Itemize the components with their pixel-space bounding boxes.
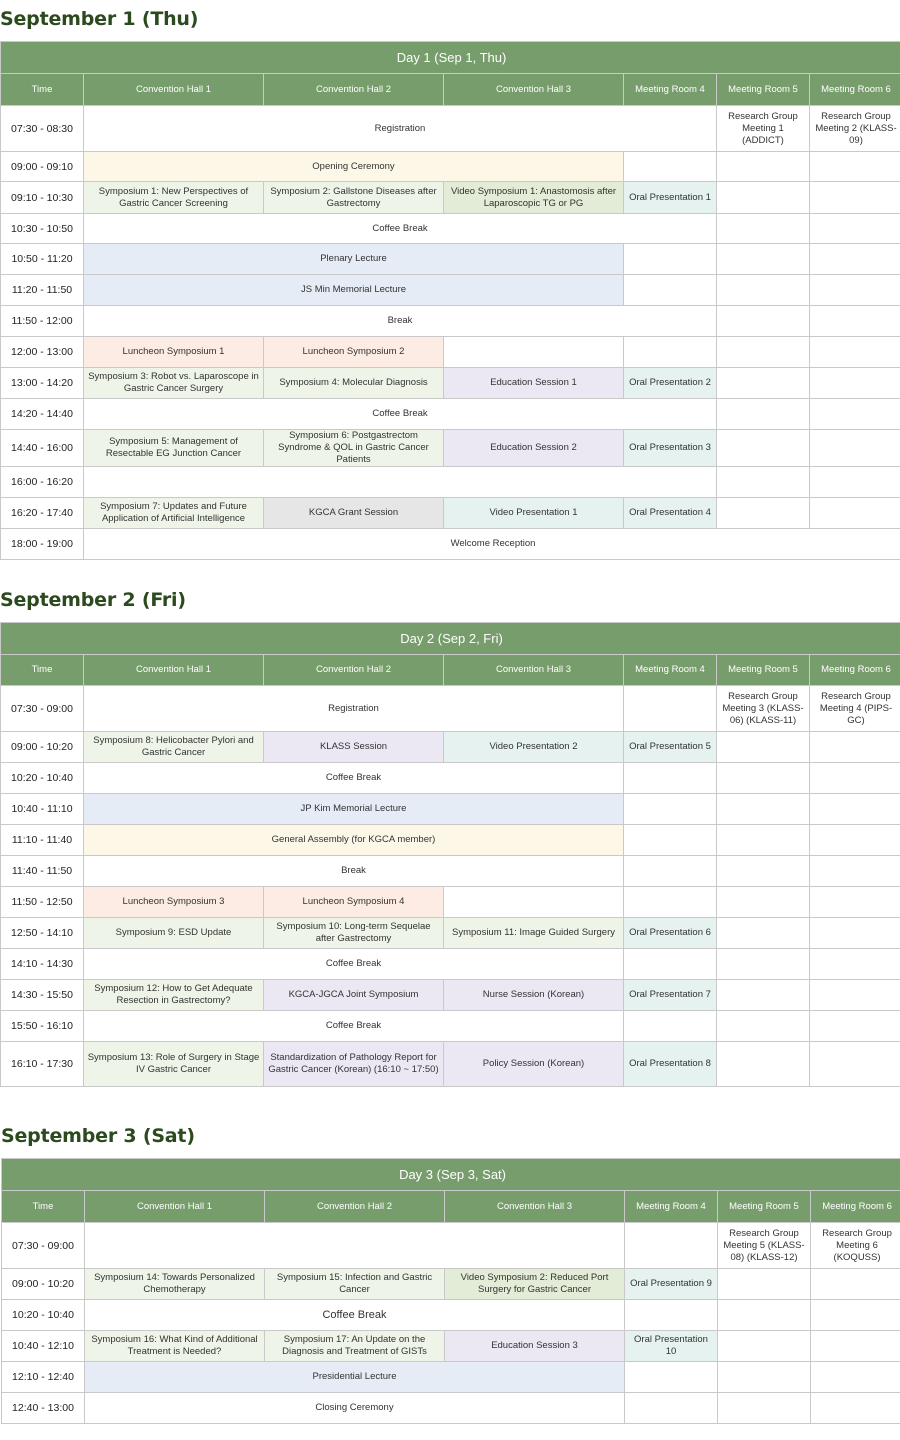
empty-cell <box>717 152 810 182</box>
empty-cell <box>717 467 810 498</box>
session-cell: Plenary Lecture <box>84 244 624 275</box>
table-row <box>1 686 900 732</box>
session-cell: Symposium 14: Towards Personalized Chemotherapy <box>85 1269 265 1300</box>
session-cell: Luncheon Symposium 4 <box>264 887 444 918</box>
time-slot: 10:50 - 11:20 <box>1 244 84 275</box>
session-cell: Standardization of Pathology Report for Gastric Cancer (Korean) (16:10 ~ 17:50) <box>264 1042 444 1087</box>
session-cell: Break <box>84 856 624 887</box>
session-cell: Education Session 3 <box>445 1331 625 1362</box>
empty-cell <box>717 498 810 529</box>
session-cell: Coffee Break <box>84 949 624 980</box>
table-title: Day 3 (Sep 3, Sat) <box>2 1159 900 1191</box>
empty-cell <box>810 825 900 856</box>
table-row <box>1 980 900 1011</box>
session-cell: Oral Presentation 3 <box>624 430 717 467</box>
empty-cell <box>717 918 810 949</box>
session-cell: Symposium 2: Gallstone Diseases after Gastrectomy <box>264 182 444 214</box>
table-row <box>2 1269 900 1300</box>
empty-cell <box>624 686 717 732</box>
empty-cell <box>717 825 810 856</box>
column-header-time: Time <box>1 74 84 106</box>
session-cell: Symposium 13: Role of Surgery in Stage IV Gastric Cancer <box>84 1042 264 1087</box>
empty-cell <box>625 1393 718 1424</box>
empty-cell <box>718 1300 811 1331</box>
empty-cell <box>810 214 900 244</box>
session-cell: Luncheon Symposium 1 <box>84 337 264 368</box>
empty-cell <box>717 980 810 1011</box>
column-header-convention-hall-2: Convention Hall 2 <box>264 74 444 106</box>
column-header-meeting-room-5: Meeting Room 5 <box>717 655 810 686</box>
empty-cell <box>811 1331 900 1362</box>
day-title: September 1 (Thu) <box>0 8 199 30</box>
empty-cell <box>625 1300 718 1331</box>
column-header-meeting-room-6: Meeting Room 6 <box>811 1191 900 1223</box>
schedule-table <box>1 1158 900 1424</box>
session-cell: Symposium 8: Helicobacter Pylori and Gastric Cancer <box>84 732 264 763</box>
session-cell: JP Kim Memorial Lecture <box>84 794 624 825</box>
session-cell: Symposium 16: What Kind of Additional Treatment is Needed? <box>85 1331 265 1362</box>
table-title: Day 1 (Sep 1, Thu) <box>1 42 900 74</box>
empty-cell <box>444 887 624 918</box>
table-row <box>1 214 900 244</box>
empty-cell <box>444 337 624 368</box>
empty-cell <box>624 856 717 887</box>
empty-cell <box>810 399 900 430</box>
table-row <box>1 467 900 498</box>
session-cell: Oral Presentation 8 <box>624 1042 717 1087</box>
session-cell: Luncheon Symposium 3 <box>84 887 264 918</box>
session-cell: Video Symposium 1: Anastomosis after Laparoscopic TG or PG <box>444 182 624 214</box>
empty-cell <box>717 368 810 399</box>
table-row <box>1 732 900 763</box>
session-cell: Nurse Session (Korean) <box>444 980 624 1011</box>
session-cell: Video Symposium 2: Reduced Port Surgery for Gastric Cancer <box>445 1269 625 1300</box>
time-slot: 07:30 - 09:00 <box>2 1223 85 1269</box>
empty-cell <box>717 430 810 467</box>
empty-cell <box>717 794 810 825</box>
time-slot: 09:00 - 10:20 <box>1 732 84 763</box>
time-slot: 11:40 - 11:50 <box>1 856 84 887</box>
time-slot: 11:50 - 12:50 <box>1 887 84 918</box>
column-header-convention-hall-1: Convention Hall 1 <box>84 74 264 106</box>
time-slot: 16:20 - 17:40 <box>1 498 84 529</box>
day-title: September 2 (Fri) <box>0 589 186 611</box>
empty-cell <box>717 337 810 368</box>
session-cell: Research Group Meeting 2 (KLASS-09) <box>810 106 900 152</box>
empty-cell <box>624 763 717 794</box>
table-row <box>1 182 900 214</box>
time-slot: 10:40 - 11:10 <box>1 794 84 825</box>
session-cell: Education Session 2 <box>444 430 624 467</box>
empty-cell <box>718 1362 811 1393</box>
session-cell: KLASS Session <box>264 732 444 763</box>
empty-cell <box>624 949 717 980</box>
session-cell: Research Group Meeting 1 (ADDICT) <box>717 106 810 152</box>
empty-cell <box>624 244 717 275</box>
session-cell: Coffee Break <box>84 399 717 430</box>
time-slot: 16:10 - 17:30 <box>1 1042 84 1087</box>
table-row <box>1 918 900 949</box>
empty-cell <box>624 794 717 825</box>
empty-cell <box>717 763 810 794</box>
session-cell: Luncheon Symposium 2 <box>264 337 444 368</box>
session-cell: Coffee Break <box>84 1011 624 1042</box>
time-slot: 14:10 - 14:30 <box>1 949 84 980</box>
session-cell: Oral Presentation 4 <box>624 498 717 529</box>
empty-cell <box>810 152 900 182</box>
table-row <box>2 1393 900 1424</box>
time-slot: 16:00 - 16:20 <box>1 467 84 498</box>
session-cell: Symposium 12: How to Get Adequate Resection in Gastrectomy? <box>84 980 264 1011</box>
empty-cell <box>810 337 900 368</box>
column-header-meeting-room-4: Meeting Room 4 <box>624 74 717 106</box>
table-row <box>1 825 900 856</box>
empty-cell <box>810 918 900 949</box>
session-cell: Oral Presentation 1 <box>624 182 717 214</box>
table-row <box>1 337 900 368</box>
empty-cell <box>624 1011 717 1042</box>
empty-cell <box>624 152 717 182</box>
table-row <box>1 949 900 980</box>
empty-cell <box>84 467 717 498</box>
session-cell: Oral Presentation 9 <box>625 1269 718 1300</box>
schedule-table <box>0 41 900 560</box>
table-row <box>1 306 900 337</box>
session-cell: Oral Presentation 7 <box>624 980 717 1011</box>
time-slot: 15:50 - 16:10 <box>1 1011 84 1042</box>
schedule-table <box>0 622 900 1087</box>
table-row <box>1 498 900 529</box>
session-cell: Registration <box>84 686 624 732</box>
empty-cell <box>717 1011 810 1042</box>
empty-cell <box>810 244 900 275</box>
empty-cell <box>811 1300 900 1331</box>
time-slot: 14:40 - 16:00 <box>1 430 84 467</box>
session-cell: Research Group Meeting 5 (KLASS-08) (KLASS-12) <box>718 1223 811 1269</box>
column-header-convention-hall-3: Convention Hall 3 <box>444 74 624 106</box>
time-slot: 14:20 - 14:40 <box>1 399 84 430</box>
empty-cell <box>717 399 810 430</box>
session-cell: Video Presentation 1 <box>444 498 624 529</box>
time-slot: 11:10 - 11:40 <box>1 825 84 856</box>
empty-cell <box>624 275 717 306</box>
session-cell: Break <box>84 306 717 337</box>
time-slot: 12:50 - 14:10 <box>1 918 84 949</box>
column-header-meeting-room-6: Meeting Room 6 <box>810 74 900 106</box>
empty-cell <box>624 825 717 856</box>
column-header-convention-hall-2: Convention Hall 2 <box>264 655 444 686</box>
table-row <box>1 368 900 399</box>
time-slot: 12:00 - 13:00 <box>1 337 84 368</box>
session-cell: Research Group Meeting 6 (KOQUSS) <box>811 1223 900 1269</box>
time-slot: 12:10 - 12:40 <box>2 1362 85 1393</box>
table-row <box>1 794 900 825</box>
session-cell: Symposium 9: ESD Update <box>84 918 264 949</box>
empty-cell <box>810 430 900 467</box>
empty-cell <box>717 1042 810 1087</box>
session-cell: Symposium 6: Postgastrectom Syndrome & QOL in Gastric Cancer Patients <box>264 430 444 467</box>
session-cell: Policy Session (Korean) <box>444 1042 624 1087</box>
column-header-time: Time <box>1 655 84 686</box>
empty-cell <box>810 1042 900 1087</box>
empty-cell <box>810 1011 900 1042</box>
time-slot: 12:40 - 13:00 <box>2 1393 85 1424</box>
column-header-convention-hall-2: Convention Hall 2 <box>265 1191 445 1223</box>
session-cell: JS Min Memorial Lecture <box>84 275 624 306</box>
time-slot: 07:30 - 08:30 <box>1 106 84 152</box>
session-cell: Oral Presentation 6 <box>624 918 717 949</box>
empty-cell <box>625 1223 718 1269</box>
time-slot: 10:30 - 10:50 <box>1 214 84 244</box>
empty-cell <box>810 763 900 794</box>
time-slot: 10:20 - 10:40 <box>1 763 84 794</box>
session-cell: Coffee Break <box>84 763 624 794</box>
table-row <box>1 1042 900 1087</box>
session-cell: Symposium 10: Long-term Sequelae after Gastrectomy <box>264 918 444 949</box>
session-cell: Research Group Meeting 4 (PIPS-GC) <box>810 686 900 732</box>
table-row <box>1 1011 900 1042</box>
session-cell: Coffee Break <box>85 1300 625 1331</box>
session-cell: Oral Presentation 5 <box>624 732 717 763</box>
column-header-meeting-room-4: Meeting Room 4 <box>625 1191 718 1223</box>
empty-cell <box>810 498 900 529</box>
time-slot: 10:40 - 12:10 <box>2 1331 85 1362</box>
table-row <box>2 1331 900 1362</box>
time-slot: 18:00 - 19:00 <box>1 529 84 560</box>
session-cell: Symposium 17: An Update on the Diagnosis and Treatment of GISTs <box>265 1331 445 1362</box>
column-header-convention-hall-1: Convention Hall 1 <box>84 655 264 686</box>
session-cell: Presidential Lecture <box>85 1362 625 1393</box>
session-cell: Oral Presentation 2 <box>624 368 717 399</box>
day-title: September 3 (Sat) <box>1 1125 195 1147</box>
table-row <box>1 244 900 275</box>
session-cell: Opening Ceremony <box>84 152 624 182</box>
empty-cell <box>625 1362 718 1393</box>
table-row <box>1 529 900 560</box>
empty-cell <box>624 337 717 368</box>
time-slot: 14:30 - 15:50 <box>1 980 84 1011</box>
empty-cell <box>810 182 900 214</box>
time-slot: 09:10 - 10:30 <box>1 182 84 214</box>
session-cell: Symposium 15: Infection and Gastric Cancer <box>265 1269 445 1300</box>
table-row <box>1 152 900 182</box>
table-title: Day 2 (Sep 2, Fri) <box>1 623 900 655</box>
session-cell: Closing Ceremony <box>85 1393 625 1424</box>
table-row <box>1 856 900 887</box>
column-header-convention-hall-3: Convention Hall 3 <box>444 655 624 686</box>
table-row <box>1 106 900 152</box>
time-slot: 09:00 - 09:10 <box>1 152 84 182</box>
empty-cell <box>810 275 900 306</box>
column-header-convention-hall-3: Convention Hall 3 <box>445 1191 625 1223</box>
session-cell: Education Session 1 <box>444 368 624 399</box>
empty-cell <box>717 887 810 918</box>
time-slot: 07:30 - 09:00 <box>1 686 84 732</box>
empty-cell <box>717 732 810 763</box>
empty-cell <box>718 1393 811 1424</box>
empty-cell <box>717 182 810 214</box>
empty-cell <box>810 980 900 1011</box>
empty-cell <box>811 1269 900 1300</box>
time-slot: 11:50 - 12:00 <box>1 306 84 337</box>
empty-cell <box>624 887 717 918</box>
empty-cell <box>811 1393 900 1424</box>
session-cell: General Assembly (for KGCA member) <box>84 825 624 856</box>
session-cell: Research Group Meeting 3 (KLASS-06) (KLASS-11) <box>717 686 810 732</box>
session-cell: Symposium 11: Image Guided Surgery <box>444 918 624 949</box>
session-cell: KGCA Grant Session <box>264 498 444 529</box>
empty-cell <box>810 794 900 825</box>
session-cell: Symposium 1: New Perspectives of Gastric Cancer Screening <box>84 182 264 214</box>
session-cell: Registration <box>84 106 717 152</box>
empty-cell <box>717 214 810 244</box>
empty-cell <box>717 949 810 980</box>
empty-cell <box>717 306 810 337</box>
table-row <box>2 1223 900 1269</box>
time-slot: 09:00 - 10:20 <box>2 1269 85 1300</box>
column-header-meeting-room-5: Meeting Room 5 <box>717 74 810 106</box>
session-cell: Video Presentation 2 <box>444 732 624 763</box>
column-header-meeting-room-6: Meeting Room 6 <box>810 655 900 686</box>
session-cell: Symposium 3: Robot vs. Laparoscope in Gastric Cancer Surgery <box>84 368 264 399</box>
session-cell: KGCA-JGCA Joint Symposium <box>264 980 444 1011</box>
empty-cell <box>810 368 900 399</box>
table-row <box>2 1362 900 1393</box>
session-cell: Coffee Break <box>84 214 717 244</box>
session-cell: Oral Presentation 10 <box>625 1331 718 1362</box>
session-cell: Symposium 5: Management of Resectable EG Junction Cancer <box>84 430 264 467</box>
empty-cell <box>718 1269 811 1300</box>
table-row <box>1 399 900 430</box>
session-cell: Welcome Reception <box>84 529 900 560</box>
empty-cell <box>85 1223 625 1269</box>
empty-cell <box>717 244 810 275</box>
empty-cell <box>810 887 900 918</box>
column-header-convention-hall-1: Convention Hall 1 <box>85 1191 265 1223</box>
column-header-time: Time <box>2 1191 85 1223</box>
column-header-meeting-room-4: Meeting Room 4 <box>624 655 717 686</box>
empty-cell <box>810 467 900 498</box>
time-slot: 11:20 - 11:50 <box>1 275 84 306</box>
empty-cell <box>717 856 810 887</box>
session-cell: Symposium 7: Updates and Future Application of Artificial Intelligence <box>84 498 264 529</box>
table-row <box>1 275 900 306</box>
table-row <box>1 763 900 794</box>
table-row <box>1 430 900 467</box>
empty-cell <box>810 949 900 980</box>
time-slot: 10:20 - 10:40 <box>2 1300 85 1331</box>
empty-cell <box>810 306 900 337</box>
empty-cell <box>810 856 900 887</box>
empty-cell <box>717 275 810 306</box>
empty-cell <box>811 1362 900 1393</box>
table-row <box>1 887 900 918</box>
table-row <box>2 1300 900 1331</box>
empty-cell <box>810 732 900 763</box>
session-cell: Symposium 4: Molecular Diagnosis <box>264 368 444 399</box>
column-header-meeting-room-5: Meeting Room 5 <box>718 1191 811 1223</box>
empty-cell <box>718 1331 811 1362</box>
time-slot: 13:00 - 14:20 <box>1 368 84 399</box>
